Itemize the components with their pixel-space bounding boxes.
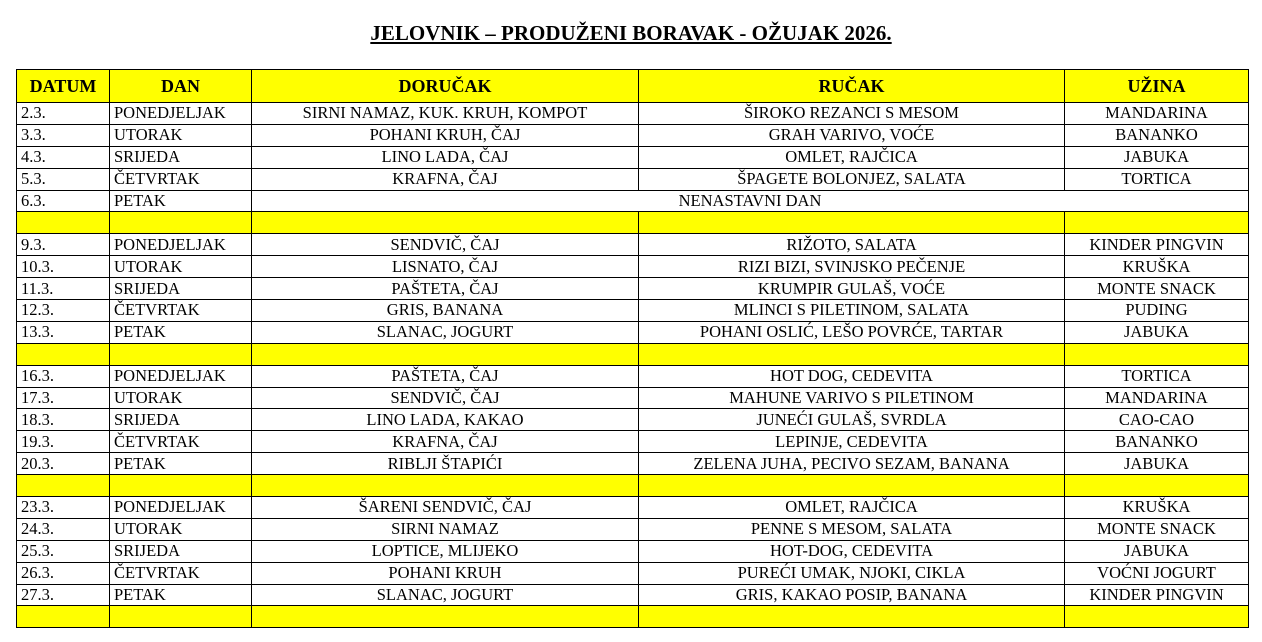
lunch-cell: HOT-DOG, CEDEVITA [639, 540, 1065, 562]
snack-cell: JABUKA [1065, 146, 1249, 168]
table-row [17, 365, 1249, 387]
separator-cell [110, 606, 252, 628]
separator-cell [17, 606, 110, 628]
table-row [17, 409, 1249, 431]
lunch-cell: GRIS, KAKAO POSIP, BANANA [639, 584, 1065, 606]
lunch-cell: ZELENA JUHA, PECIVO SEZAM, BANANA [639, 453, 1065, 475]
column-header-day: DAN [110, 70, 252, 103]
separator-cell [639, 212, 1065, 234]
table-row [17, 146, 1249, 168]
day-cell: SRIJEDA [110, 540, 252, 562]
snack-cell: JABUKA [1065, 540, 1249, 562]
date-cell: 10.3. [17, 256, 110, 278]
snack-cell: TORTICA [1065, 168, 1249, 190]
date-cell: 2.3. [17, 103, 110, 125]
date-cell: 23.3. [17, 497, 110, 519]
date-cell: 27.3. [17, 584, 110, 606]
lunch-cell: KRUMPIR GULAŠ, VOĆE [639, 278, 1065, 300]
table-row [17, 278, 1249, 300]
lunch-cell: JUNEĆI GULAŠ, SVRDLA [639, 409, 1065, 431]
table-row [17, 518, 1249, 540]
day-cell: ČETVRTAK [110, 562, 252, 584]
date-cell: 16.3. [17, 365, 110, 387]
day-cell: UTORAK [110, 518, 252, 540]
day-cell: PETAK [110, 321, 252, 343]
snack-cell: KINDER PINGVIN [1065, 584, 1249, 606]
breakfast-cell: GRIS, BANANA [252, 300, 639, 322]
day-cell: PONEDJELJAK [110, 365, 252, 387]
separator-cell [252, 343, 639, 365]
separator-cell [110, 343, 252, 365]
breakfast-cell: KRAFNA, ČAJ [252, 168, 639, 190]
column-header-snack: UŽINA [1065, 70, 1249, 103]
snack-cell: MONTE SNACK [1065, 278, 1249, 300]
menu-body [17, 103, 1249, 628]
breakfast-cell: POHANI KRUH [252, 562, 639, 584]
lunch-cell: MLINCI S PILETINOM, SALATA [639, 300, 1065, 322]
breakfast-cell: LISNATO, ČAJ [252, 256, 639, 278]
separator-cell [1065, 343, 1249, 365]
snack-cell: MANDARINA [1065, 103, 1249, 125]
day-cell: PONEDJELJAK [110, 497, 252, 519]
table-row [17, 584, 1249, 606]
breakfast-cell: LINO LADA, ČAJ [252, 146, 639, 168]
separator-cell [639, 475, 1065, 497]
separator-cell [17, 212, 110, 234]
snack-cell: KRUŠKA [1065, 256, 1249, 278]
snack-cell: JABUKA [1065, 453, 1249, 475]
separator-cell [639, 606, 1065, 628]
date-cell: 3.3. [17, 124, 110, 146]
snack-cell: TORTICA [1065, 365, 1249, 387]
day-cell: SRIJEDA [110, 146, 252, 168]
table-row [17, 387, 1249, 409]
holiday-row [17, 190, 1249, 212]
holiday-note-cell: NENASTAVNI DAN [252, 190, 1249, 212]
lunch-cell: HOT DOG, CEDEVITA [639, 365, 1065, 387]
table-row [17, 124, 1249, 146]
date-cell: 24.3. [17, 518, 110, 540]
snack-cell: MANDARINA [1065, 387, 1249, 409]
lunch-cell: GRAH VARIVO, VOĆE [639, 124, 1065, 146]
table-row [17, 256, 1249, 278]
breakfast-cell: RIBLJI ŠTAPIĆI [252, 453, 639, 475]
snack-cell: PUDING [1065, 300, 1249, 322]
date-cell: 13.3. [17, 321, 110, 343]
day-cell: PETAK [110, 190, 252, 212]
lunch-cell: PENNE S MESOM, SALATA [639, 518, 1065, 540]
separator-cell [110, 212, 252, 234]
table-row [17, 540, 1249, 562]
date-cell: 17.3. [17, 387, 110, 409]
date-cell: 6.3. [17, 190, 110, 212]
breakfast-cell: SIRNI NAMAZ [252, 518, 639, 540]
table-row [17, 321, 1249, 343]
breakfast-cell: SENDVIČ, ČAJ [252, 387, 639, 409]
separator-cell [110, 475, 252, 497]
breakfast-cell: SENDVIČ, ČAJ [252, 234, 639, 256]
lunch-cell: RIŽOTO, SALATA [639, 234, 1065, 256]
header-row [17, 70, 1249, 103]
day-cell: UTORAK [110, 387, 252, 409]
menu-table [16, 69, 1249, 628]
date-cell: 11.3. [17, 278, 110, 300]
table-row [17, 431, 1249, 453]
date-cell: 20.3. [17, 453, 110, 475]
lunch-cell: OMLET, RAJČICA [639, 497, 1065, 519]
breakfast-cell: LINO LADA, KAKAO [252, 409, 639, 431]
lunch-cell: ŠPAGETE BOLONJEZ, SALATA [639, 168, 1065, 190]
separator-cell [252, 212, 639, 234]
lunch-cell: POHANI OSLIĆ, LEŠO POVRĆE, TARTAR [639, 321, 1065, 343]
date-cell: 18.3. [17, 409, 110, 431]
snack-cell: KINDER PINGVIN [1065, 234, 1249, 256]
date-cell: 4.3. [17, 146, 110, 168]
day-cell: SRIJEDA [110, 409, 252, 431]
column-header-date: DATUM [17, 70, 110, 103]
snack-cell: CAO-CAO [1065, 409, 1249, 431]
breakfast-cell: POHANI KRUH, ČAJ [252, 124, 639, 146]
day-cell: PONEDJELJAK [110, 234, 252, 256]
day-cell: ČETVRTAK [110, 431, 252, 453]
table-row [17, 168, 1249, 190]
table-row [17, 453, 1249, 475]
day-cell: PETAK [110, 584, 252, 606]
day-cell: PETAK [110, 453, 252, 475]
separator-cell [1065, 606, 1249, 628]
separator-cell [17, 475, 110, 497]
breakfast-cell: SLANAC, JOGURT [252, 321, 639, 343]
breakfast-cell: SIRNI NAMAZ, KUK. KRUH, KOMPOT [252, 103, 639, 125]
day-cell: UTORAK [110, 256, 252, 278]
table-row [17, 103, 1249, 125]
date-cell: 12.3. [17, 300, 110, 322]
day-cell: ČETVRTAK [110, 168, 252, 190]
table-row [17, 234, 1249, 256]
week-separator-row [17, 212, 1249, 234]
date-cell: 25.3. [17, 540, 110, 562]
snack-cell: VOĆNI JOGURT [1065, 562, 1249, 584]
date-cell: 9.3. [17, 234, 110, 256]
breakfast-cell: PAŠTETA, ČAJ [252, 278, 639, 300]
table-row [17, 497, 1249, 519]
breakfast-cell: SLANAC, JOGURT [252, 584, 639, 606]
lunch-cell: MAHUNE VARIVO S PILETINOM [639, 387, 1065, 409]
day-cell: UTORAK [110, 124, 252, 146]
lunch-cell: RIZI BIZI, SVINJSKO PEČENJE [639, 256, 1065, 278]
day-cell: PONEDJELJAK [110, 103, 252, 125]
lunch-cell: ŠIROKO REZANCI S MESOM [639, 103, 1065, 125]
week-separator-row [17, 606, 1249, 628]
breakfast-cell: LOPTICE, MLIJEKO [252, 540, 639, 562]
snack-cell: JABUKA [1065, 321, 1249, 343]
breakfast-cell: PAŠTETA, ČAJ [252, 365, 639, 387]
separator-cell [252, 606, 639, 628]
table-row [17, 300, 1249, 322]
column-header-lunch: RUČAK [639, 70, 1065, 103]
page-title [0, 20, 1262, 46]
lunch-cell: LEPINJE, CEDEVITA [639, 431, 1065, 453]
separator-cell [1065, 212, 1249, 234]
lunch-cell: PUREĆI UMAK, NJOKI, CIKLA [639, 562, 1065, 584]
column-header-breakfast: DORUČAK [252, 70, 639, 103]
date-cell: 5.3. [17, 168, 110, 190]
page-title-text: JELOVNIK – PRODUŽENI BORAVAK - OŽUJAK 2026. [370, 21, 892, 45]
day-cell: SRIJEDA [110, 278, 252, 300]
table-row [17, 562, 1249, 584]
week-separator-row [17, 475, 1249, 497]
snack-cell: KRUŠKA [1065, 497, 1249, 519]
lunch-cell: OMLET, RAJČICA [639, 146, 1065, 168]
separator-cell [639, 343, 1065, 365]
day-cell: ČETVRTAK [110, 300, 252, 322]
snack-cell: MONTE SNACK [1065, 518, 1249, 540]
date-cell: 26.3. [17, 562, 110, 584]
separator-cell [252, 475, 639, 497]
snack-cell: BANANKO [1065, 431, 1249, 453]
week-separator-row [17, 343, 1249, 365]
separator-cell [1065, 475, 1249, 497]
separator-cell [17, 343, 110, 365]
date-cell: 19.3. [17, 431, 110, 453]
snack-cell: BANANKO [1065, 124, 1249, 146]
breakfast-cell: ŠARENI SENDVIČ, ČAJ [252, 497, 639, 519]
breakfast-cell: KRAFNA, ČAJ [252, 431, 639, 453]
